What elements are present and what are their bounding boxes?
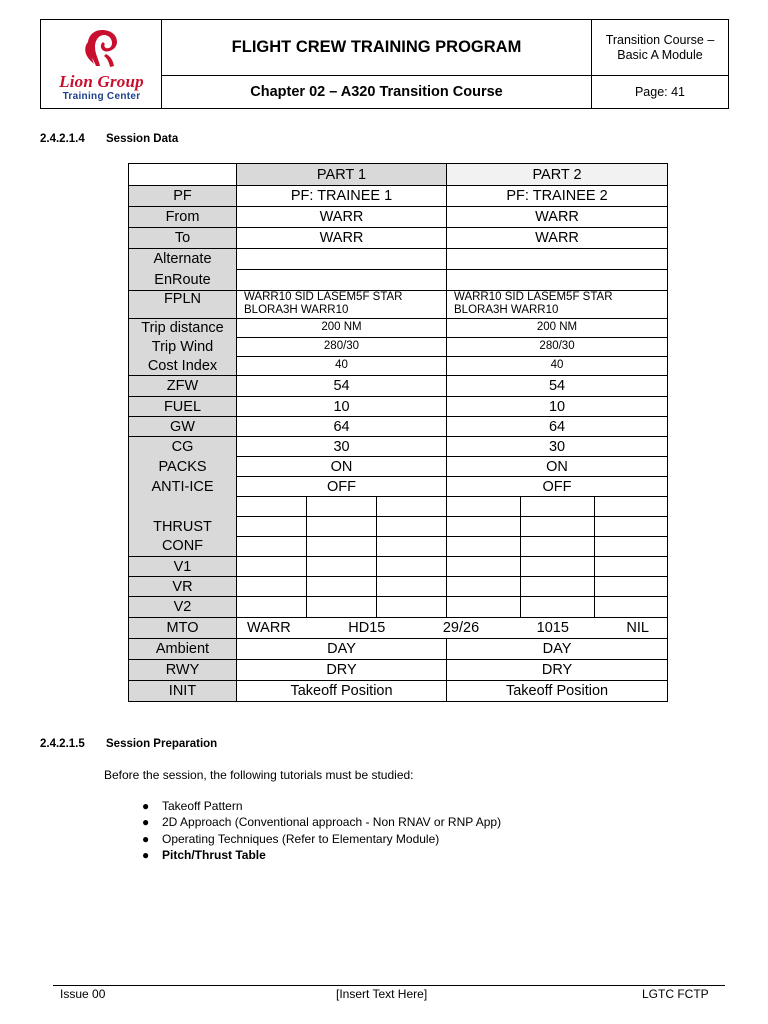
cell-value: WARR (237, 207, 447, 228)
cell-value: 54 (447, 376, 668, 397)
cell-value: 40 (237, 357, 447, 376)
row-label: Trip Wind (129, 338, 237, 357)
table-row (129, 417, 668, 437)
empty-corner-cell (129, 164, 237, 186)
perf-cell (377, 517, 447, 537)
row-label: CG (129, 437, 237, 457)
row-label: VR (129, 577, 237, 597)
table-row (129, 639, 668, 660)
cell-value: 280/30 (237, 338, 447, 357)
cell-value: ON (447, 457, 668, 477)
section-number: 2.4.2.1.5 (40, 738, 85, 750)
document-title: FLIGHT CREW TRAINING PROGRAM (231, 38, 522, 57)
cell-value: 40 (447, 357, 668, 376)
perf-cell (447, 517, 521, 537)
section-title: Session Data (106, 133, 179, 145)
bullet-icon: ● (142, 847, 150, 862)
list-item (104, 832, 501, 848)
perf-cell (307, 577, 377, 597)
session-data-table (128, 163, 668, 702)
perf-cell (521, 517, 595, 537)
bullet-icon: ● (142, 799, 150, 813)
table-row (129, 228, 668, 249)
part1-header: PART 1 (237, 164, 447, 186)
perf-cell (307, 557, 377, 577)
perf-cell (595, 597, 668, 618)
table-row (129, 457, 668, 477)
footer-center-text: [Insert Text Here] (336, 987, 428, 1001)
cell-value: 64 (237, 417, 447, 437)
cell-value: 200 NM (237, 319, 447, 338)
row-label: RWY (129, 660, 237, 681)
perf-cell (377, 537, 447, 557)
cell-value: WARR (447, 207, 668, 228)
mto-values (237, 618, 668, 639)
table-row (129, 681, 668, 702)
perf-cell (307, 597, 377, 618)
perf-cell (377, 497, 447, 517)
table-row (129, 597, 668, 618)
cell-value (237, 270, 447, 291)
mto-value: WARR (247, 620, 291, 636)
perf-cell (447, 497, 521, 517)
table-row (129, 618, 668, 639)
footer-org: LGTC FCTP (642, 987, 709, 1001)
list-item (104, 815, 501, 831)
cell-value: DRY (237, 660, 447, 681)
table-row (129, 537, 668, 557)
cell-value: ON (237, 457, 447, 477)
prep-intro-text: Before the session, the following tutorials must be studied: (104, 768, 414, 782)
cell-value: 10 (237, 397, 447, 417)
row-label: INIT (129, 681, 237, 702)
fpln-line: BLORA3H WARR10 (454, 304, 559, 316)
table-row (129, 186, 668, 207)
perf-cell (447, 577, 521, 597)
logo-cell (41, 20, 162, 109)
mto-value: 1015 (536, 620, 569, 636)
cell-value: DAY (447, 639, 668, 660)
mto-value: 29/26 (442, 620, 480, 636)
perf-cell (521, 577, 595, 597)
part2-header: PART 2 (447, 164, 668, 186)
course-cell (592, 20, 729, 76)
table-row (129, 397, 668, 417)
page-cell (592, 76, 729, 109)
table-row (129, 376, 668, 397)
lion-emblem-icon (82, 26, 122, 72)
row-label: Cost Index (129, 357, 237, 376)
perf-cell (307, 517, 377, 537)
perf-cell (595, 557, 668, 577)
perf-cell (447, 557, 521, 577)
bullet-icon: ● (142, 831, 150, 846)
chapter-cell (162, 76, 592, 109)
footer-divider (53, 985, 725, 986)
chapter-title: Chapter 02 – A320 Transition Course (250, 84, 503, 101)
row-label: V2 (129, 597, 237, 618)
cell-value: PF: TRAINEE 2 (447, 186, 668, 207)
table-row (129, 270, 668, 291)
perf-cell (521, 597, 595, 618)
row-label: GW (129, 417, 237, 437)
row-label: Alternate (129, 249, 237, 270)
perf-cell (595, 497, 668, 517)
table-row (129, 291, 668, 319)
list-item (104, 848, 501, 864)
cell-value: DAY (237, 639, 447, 660)
perf-cell (307, 537, 377, 557)
cell-value: PF: TRAINEE 1 (237, 186, 447, 207)
row-label: Ambient (129, 639, 237, 660)
perf-cell (237, 577, 307, 597)
cell-value: 280/30 (447, 338, 668, 357)
row-label: EnRoute (129, 270, 237, 291)
row-label: ANTI-ICE (129, 477, 237, 497)
list-item-text: Takeoff Pattern (162, 799, 243, 813)
footer-issue: Issue 00 (60, 987, 106, 1001)
course-line-1: Transition Course – (605, 32, 715, 47)
row-label: CONF (129, 537, 237, 557)
perf-cell (237, 557, 307, 577)
perf-cell (237, 597, 307, 618)
cell-value: OFF (237, 477, 447, 497)
logo-sub-text: Training Center (62, 91, 141, 102)
row-label: To (129, 228, 237, 249)
table-row (129, 660, 668, 681)
perf-cell (377, 577, 447, 597)
cell-value (447, 249, 668, 270)
bullet-icon: ● (142, 815, 150, 830)
row-label: MTO (129, 618, 237, 639)
cell-value: 64 (447, 417, 668, 437)
perf-cell (447, 537, 521, 557)
fpln-route-part1 (237, 291, 447, 319)
table-row (129, 249, 668, 270)
perf-cell (595, 517, 668, 537)
cell-value: 200 NM (447, 319, 668, 338)
table-row (129, 207, 668, 228)
fpln-route-part2 (447, 291, 668, 319)
table-row (129, 517, 668, 537)
section-title: Session Preparation (106, 738, 218, 750)
cell-value: DRY (447, 660, 668, 681)
perf-cell (521, 537, 595, 557)
row-label: Trip distance (129, 319, 237, 338)
cell-value (237, 249, 447, 270)
row-label: PF (129, 186, 237, 207)
cell-value: Takeoff Position (237, 681, 447, 702)
perf-cell (237, 517, 307, 537)
table-row (129, 497, 668, 517)
course-line-2: Basic A Module (617, 47, 703, 62)
document-title-cell (162, 20, 592, 76)
table-row (129, 319, 668, 338)
section-heading-session-data (40, 133, 178, 145)
perf-cell (595, 577, 668, 597)
row-label: ZFW (129, 376, 237, 397)
perf-cell (237, 497, 307, 517)
fpln-line: WARR10 SID LASEM5F STAR (244, 291, 403, 303)
list-item (104, 799, 501, 815)
cell-value: 30 (237, 437, 447, 457)
table-row (129, 357, 668, 376)
logo-brand-text: Lion Group (59, 72, 144, 91)
row-label: From (129, 207, 237, 228)
tutorial-list (104, 799, 501, 864)
perf-cell (377, 597, 447, 618)
perf-cell (237, 537, 307, 557)
section-heading-session-preparation (40, 738, 217, 750)
cell-value: 10 (447, 397, 668, 417)
row-label: FPLN (129, 291, 237, 319)
perf-cell (521, 497, 595, 517)
cell-value: Takeoff Position (447, 681, 668, 702)
lion-group-logo (41, 20, 162, 108)
cell-value: 30 (447, 437, 668, 457)
document-header (40, 19, 729, 109)
fpln-line: WARR10 SID LASEM5F STAR (454, 291, 613, 303)
table-row (129, 577, 668, 597)
table-row (129, 338, 668, 357)
perf-cell (521, 557, 595, 577)
fpln-line: BLORA3H WARR10 (244, 304, 349, 316)
table-row (129, 477, 668, 497)
list-item-text: Operating Techniques (Refer to Elementary Module) (162, 831, 440, 846)
list-item-text: Pitch/Thrust Table (162, 847, 266, 862)
cell-value: OFF (447, 477, 668, 497)
table-row (129, 437, 668, 457)
list-item-text: 2D Approach (Conventional approach - Non RNAV or RNP App) (162, 815, 502, 830)
page-number: Page: 41 (634, 85, 686, 100)
perf-cell (595, 537, 668, 557)
table-row (129, 557, 668, 577)
perf-cell (447, 597, 521, 618)
row-label (129, 497, 237, 517)
cell-value: WARR (447, 228, 668, 249)
perf-cell (377, 557, 447, 577)
cell-value: 54 (237, 376, 447, 397)
mto-value: NIL (626, 620, 649, 636)
perf-cell (307, 497, 377, 517)
row-label: V1 (129, 557, 237, 577)
row-label: FUEL (129, 397, 237, 417)
row-label: THRUST (129, 517, 237, 537)
table-row (129, 164, 668, 186)
section-number: 2.4.2.1.4 (40, 133, 85, 145)
cell-value (447, 270, 668, 291)
row-label: PACKS (129, 457, 237, 477)
cell-value: WARR (237, 228, 447, 249)
mto-value: HD15 (348, 620, 386, 636)
